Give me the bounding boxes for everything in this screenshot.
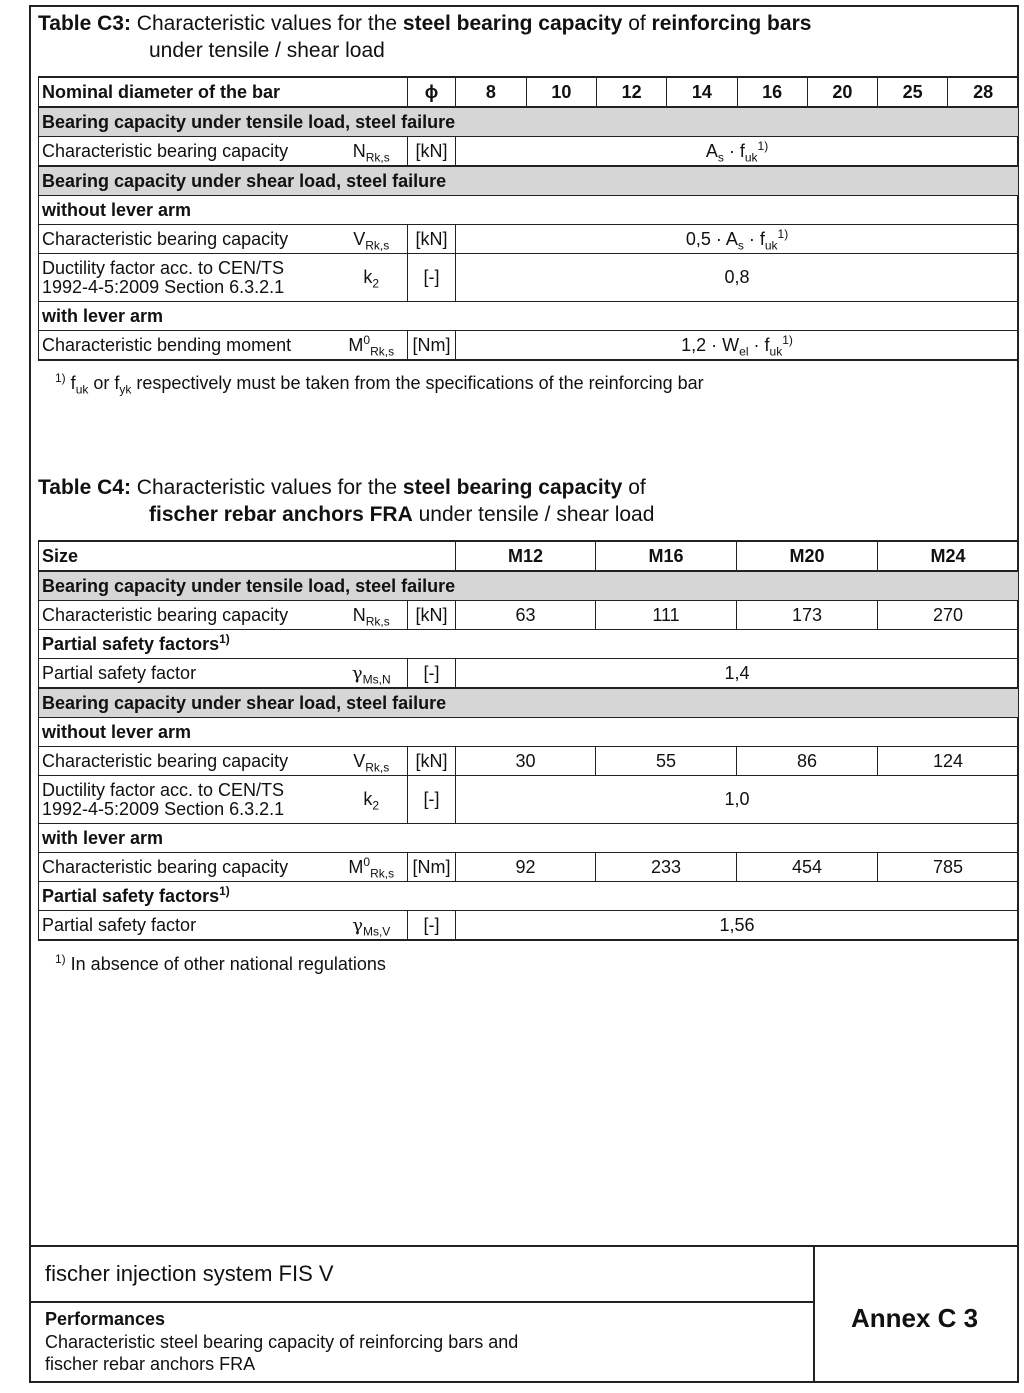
subsection-row: without lever arm bbox=[39, 718, 1019, 747]
table-c4 bbox=[38, 540, 1019, 941]
table-row: Characteristic bearing capacity $V_{Rk,s}$ [kN] $0,5 \cdot A_s \cdot f_{uk}^{1)}$ bbox=[39, 225, 1019, 254]
value-cell: $1,2 \cdot W_{el} \cdot f_{uk}^{1)}$ bbox=[456, 331, 1019, 361]
section-row: Bearing capacity under tensile load, steel failure bbox=[39, 571, 1019, 601]
table-c3-label: Table C3: bbox=[38, 12, 131, 35]
divider bbox=[813, 1247, 815, 1381]
table-row: Partial safety factor $\gamma_{Ms,N}$ [-] 1,4 bbox=[39, 659, 1019, 689]
divider bbox=[31, 1301, 813, 1303]
section-row: Bearing capacity under shear load, steel failure bbox=[39, 688, 1019, 718]
table-row: Characteristic bearing capacity $M^0_{Rk,s}$ [Nm] 92 233 454 785 bbox=[39, 853, 1019, 882]
diameter-value: 28 bbox=[948, 78, 1018, 106]
symbol-cell: $M^0_{Rk,s}$ bbox=[336, 331, 408, 361]
performances-heading: Performances bbox=[45, 1309, 166, 1329]
section-row: Bearing capacity under tensile load, steel failure bbox=[39, 107, 1019, 137]
diameter-value: 8 bbox=[456, 78, 526, 106]
subsection-row: with lever arm bbox=[39, 824, 1019, 853]
size-header: M20 bbox=[737, 541, 878, 571]
table-row: Characteristic bending moment $M^0_{Rk,s}$ [Nm] $1,2 \cdot W_{el} \cdot f_{uk}^{1)}$ bbox=[39, 331, 1019, 361]
size-header: M24 bbox=[878, 541, 1019, 571]
annex-label: Annex C 3 bbox=[851, 1303, 979, 1333]
table-c3 bbox=[38, 76, 1019, 361]
symbol-cell: $\gamma_{Ms,N}$ bbox=[336, 659, 408, 689]
size-header: M12 bbox=[456, 541, 596, 571]
diameter-value: 25 bbox=[878, 78, 948, 106]
value-cell: 0,8 bbox=[456, 254, 1019, 302]
table-c4-title: Table C4: Characteristic values for the steel bearing capacity of fischer rebar anchors FRA under tensile / shear load bbox=[38, 476, 655, 526]
table-row: Ductility factor acc. to CEN/TS 1992-4-5:2009 Section 6.3.2.1 $k_2$ [-] 0,8 bbox=[39, 254, 1019, 302]
phi-symbol: ϕ bbox=[408, 77, 456, 107]
diameter-values bbox=[456, 78, 1018, 106]
table-c4-footnote: $^{1)}$ In absence of other national regulations bbox=[55, 952, 386, 974]
subsection-row: Partial safety factors$^{1)}$ bbox=[39, 630, 1019, 659]
value-cell: $0,5 \cdot A_s \cdot f_{uk}^{1)}$ bbox=[456, 225, 1019, 254]
table-row: Characteristic bearing capacity $N_{Rk,s}$ [kN] $A_s \cdot f_{uk}^{1)}$ bbox=[39, 137, 1019, 167]
symbol-cell: $N_{Rk,s}$ bbox=[336, 137, 408, 167]
subsection-row: without lever arm bbox=[39, 196, 1019, 225]
symbol-cell: $V_{Rk,s}$ bbox=[336, 225, 408, 254]
subsection-row: Partial safety factors$^{1)}$ bbox=[39, 882, 1019, 911]
diameter-value: 16 bbox=[737, 78, 807, 106]
symbol-cell: $k_2$ bbox=[336, 254, 408, 302]
section-row: Bearing capacity under shear load, steel failure bbox=[39, 166, 1019, 196]
table-row: Characteristic bearing capacity $V_{Rk,s}$ [kN] 30 55 86 124 bbox=[39, 747, 1019, 776]
table-c3-footnote: $^{1)}$ $f_{uk}$ or $f_{yk}$ respectively must be taken from the specifications of the reinforcing bar bbox=[55, 371, 704, 397]
value-cell: $A_s \cdot f_{uk}^{1)}$ bbox=[456, 137, 1019, 167]
table-c4-header-row: Size M12 M16 M20 M24 bbox=[39, 541, 1019, 571]
table-row: Ductility factor acc. to CEN/TS 1992-4-5:2009 Section 6.3.2.1 $k_2$ [-] 1,0 bbox=[39, 776, 1019, 824]
symbol-cell: $k_2$ bbox=[336, 776, 408, 824]
table-row: Partial safety factor $\gamma_{Ms,V}$ [-] 1,56 bbox=[39, 911, 1019, 941]
table-c3-header-row bbox=[39, 77, 1019, 107]
footer-description: Characteristic steel bearing capacity of reinforcing bars and fischer rebar anchors FRA bbox=[45, 1332, 519, 1374]
system-name: fischer injection system FIS V bbox=[45, 1261, 334, 1286]
diameter-value: 12 bbox=[597, 78, 667, 106]
table-row: Characteristic bearing capacity $N_{Rk,s}$ [kN] 63 111 173 270 bbox=[39, 601, 1019, 630]
annex-footer bbox=[31, 1245, 1017, 1381]
header-label: Nominal diameter of the bar bbox=[39, 77, 408, 107]
table-c4-label: Table C4: bbox=[38, 476, 131, 499]
symbol-cell: $V_{Rk,s}$ bbox=[336, 747, 408, 776]
table-c3-title: Table C3: Characteristic values for the steel bearing capacity of reinforcing bars under tensile / shear load bbox=[38, 12, 812, 62]
subsection-row: with lever arm bbox=[39, 302, 1019, 331]
diameter-value: 10 bbox=[526, 78, 596, 106]
size-header: M16 bbox=[596, 541, 737, 571]
document-page bbox=[29, 5, 1019, 1383]
diameter-value: 20 bbox=[807, 78, 877, 106]
symbol-cell: $\gamma_{Ms,V}$ bbox=[336, 911, 408, 941]
symbol-cell: $M^0_{Rk,s}$ bbox=[336, 853, 408, 882]
symbol-cell: $N_{Rk,s}$ bbox=[336, 601, 408, 630]
diameter-value: 14 bbox=[667, 78, 737, 106]
